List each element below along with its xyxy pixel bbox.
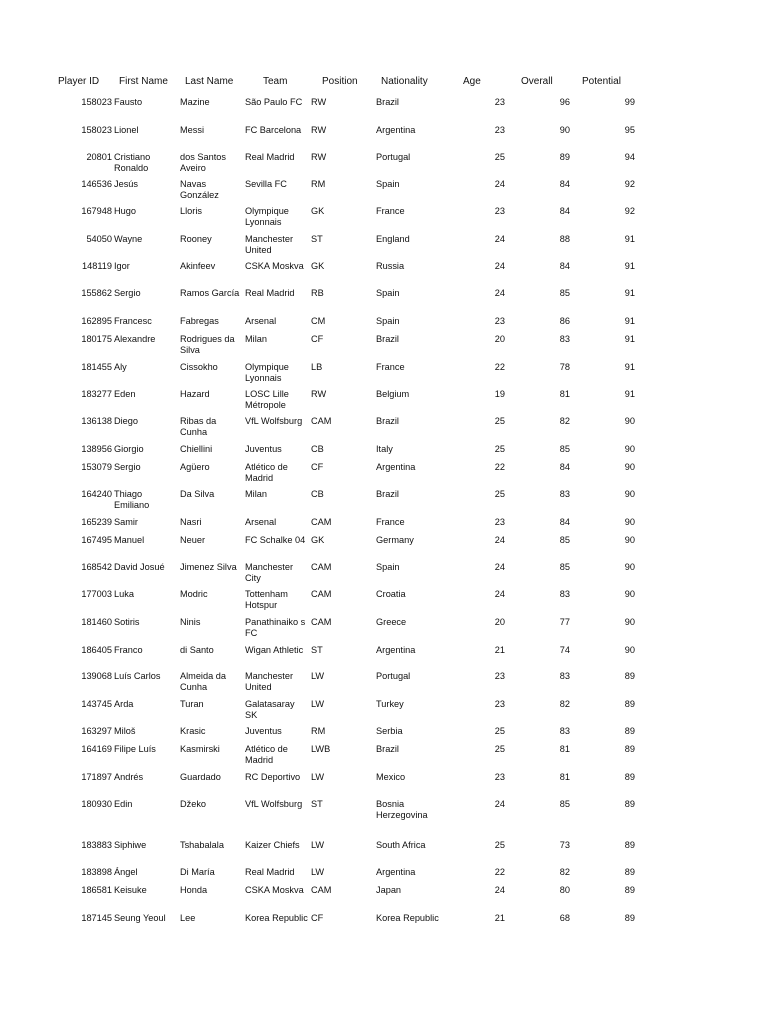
cell-nationality: Argentina	[376, 125, 416, 135]
cell-potential: 90	[624, 416, 635, 426]
cell-position: LW	[311, 867, 325, 877]
cell-potential: 91	[624, 362, 635, 372]
cell-overall: 83	[559, 334, 570, 344]
cell-first-name: Fausto	[114, 97, 143, 107]
cell-last-name: Almeida da Cunha	[180, 671, 226, 692]
cell-nationality: Spain	[376, 179, 400, 189]
cell-player-id: 183898	[81, 867, 112, 877]
cell-age: 19	[494, 389, 505, 399]
cell-position: CF	[311, 462, 324, 472]
cell-overall: 82	[559, 699, 570, 709]
cell-position: CB	[311, 489, 324, 499]
cell-last-name: Di María	[180, 867, 215, 877]
cell-team: Kaizer Chiefs	[245, 840, 300, 850]
cell-position: CF	[311, 913, 324, 923]
cell-nationality: Bosnia Herzegovina	[376, 799, 428, 820]
cell-nationality: Russia	[376, 261, 405, 271]
cell-overall: 84	[559, 179, 570, 189]
cell-overall: 83	[559, 726, 570, 736]
cell-age: 23	[494, 699, 505, 709]
cell-team: Sevilla FC	[245, 179, 287, 189]
cell-potential: 92	[624, 206, 635, 216]
cell-player-id: 148119	[82, 261, 112, 271]
cell-age: 23	[494, 97, 505, 107]
cell-nationality: Greece	[376, 617, 407, 627]
cell-position: LW	[311, 772, 325, 782]
cell-last-name: Kasmirski	[180, 744, 220, 754]
cell-team: Milan	[245, 489, 267, 499]
cell-first-name: Francesc	[114, 316, 152, 326]
cell-potential: 90	[624, 444, 635, 454]
cell-overall: 90	[559, 125, 570, 135]
cell-overall: 83	[559, 489, 570, 499]
cell-position: CAM	[311, 562, 332, 572]
cell-player-id: 180930	[81, 799, 112, 809]
cell-team: Real Madrid	[245, 288, 295, 298]
cell-team: Atlético de Madrid	[245, 462, 288, 483]
cell-potential: 92	[624, 179, 635, 189]
cell-age: 25	[494, 489, 505, 499]
cell-nationality: Belgium	[376, 389, 410, 399]
cell-potential: 90	[624, 535, 635, 545]
cell-last-name: Rodrigues da Silva	[180, 334, 235, 355]
cell-potential: 90	[624, 517, 635, 527]
cell-age: 24	[494, 288, 505, 298]
header-nationality: Nationality	[381, 76, 428, 87]
cell-last-name: Hazard	[180, 389, 210, 399]
cell-overall: 74	[559, 645, 570, 655]
cell-player-id: 183277	[81, 389, 112, 399]
cell-age: 21	[494, 645, 505, 655]
cell-last-name: Ribas da Cunha	[180, 416, 217, 437]
cell-position: RW	[311, 97, 327, 107]
header-potential: Potential	[582, 76, 621, 87]
cell-last-name: Mazine	[180, 97, 210, 107]
cell-team: Atlético de Madrid	[245, 744, 288, 765]
cell-team: VfL Wolfsburg	[245, 799, 303, 809]
cell-player-id: 168542	[81, 562, 112, 572]
cell-position: CB	[311, 444, 324, 454]
cell-potential: 91	[624, 334, 635, 344]
cell-player-id: 183883	[81, 840, 112, 850]
cell-team: VfL Wolfsburg	[245, 416, 303, 426]
cell-first-name: Franco	[114, 645, 143, 655]
cell-last-name: dos Santos Aveiro	[180, 152, 226, 173]
cell-potential: 91	[624, 389, 635, 399]
cell-nationality: Croatia	[376, 589, 406, 599]
cell-team: Arsenal	[245, 316, 277, 326]
cell-potential: 90	[624, 589, 635, 599]
cell-last-name: Turan	[180, 699, 204, 709]
cell-potential: 90	[624, 645, 635, 655]
header-position: Position	[322, 76, 358, 87]
cell-player-id: 136138	[81, 416, 112, 426]
cell-player-id: 164240	[81, 489, 112, 499]
cell-player-id: 146536	[81, 179, 112, 189]
cell-age: 25	[494, 416, 505, 426]
cell-nationality: France	[376, 206, 405, 216]
cell-age: 25	[494, 744, 505, 754]
cell-potential: 89	[624, 772, 635, 782]
cell-player-id: 186405	[81, 645, 112, 655]
cell-potential: 89	[624, 671, 635, 681]
cell-age: 23	[494, 206, 505, 216]
cell-potential: 90	[624, 617, 635, 627]
cell-overall: 73	[559, 840, 570, 850]
cell-position: RM	[311, 726, 326, 736]
cell-position: CAM	[311, 885, 332, 895]
cell-age: 24	[494, 885, 505, 895]
cell-player-id: 187145	[81, 913, 112, 923]
cell-last-name: Nasri	[180, 517, 202, 527]
cell-age: 25	[494, 726, 505, 736]
cell-player-id: 54050	[86, 234, 112, 244]
cell-nationality: Argentina	[376, 867, 416, 877]
cell-position: RB	[311, 288, 324, 298]
cell-first-name: David Josué	[114, 562, 165, 572]
cell-player-id: 139068	[81, 671, 112, 681]
cell-overall: 81	[559, 744, 570, 754]
cell-nationality: Portugal	[376, 671, 411, 681]
cell-overall: 83	[559, 671, 570, 681]
cell-first-name: Sotiris	[114, 617, 140, 627]
cell-last-name: Tshabalala	[180, 840, 224, 850]
cell-team: Milan	[245, 334, 267, 344]
cell-potential: 91	[624, 288, 635, 298]
cell-position: LB	[311, 362, 323, 372]
cell-team: Tottenham Hotspur	[245, 589, 288, 610]
cell-team: LOSC Lille Métropole	[245, 389, 289, 410]
cell-nationality: Brazil	[376, 97, 399, 107]
cell-potential: 99	[624, 97, 635, 107]
cell-potential: 91	[624, 316, 635, 326]
cell-age: 23	[494, 671, 505, 681]
cell-first-name: Siphiwe	[114, 840, 147, 850]
cell-player-id: 138956	[81, 444, 112, 454]
cell-nationality: France	[376, 362, 405, 372]
cell-nationality: Argentina	[376, 645, 416, 655]
cell-position: RW	[311, 125, 327, 135]
cell-last-name: Lloris	[180, 206, 202, 216]
cell-nationality: France	[376, 517, 405, 527]
cell-player-id: 177003	[81, 589, 112, 599]
cell-player-id: 162895	[81, 316, 112, 326]
cell-last-name: Navas González	[180, 179, 219, 200]
cell-player-id: 181460	[81, 617, 112, 627]
cell-first-name: Lionel	[114, 125, 139, 135]
cell-team: FC Barcelona	[245, 125, 302, 135]
cell-position: LW	[311, 840, 325, 850]
header-overall: Overall	[521, 76, 553, 87]
cell-overall: 88	[559, 234, 570, 244]
cell-age: 23	[494, 316, 505, 326]
cell-age: 25	[494, 444, 505, 454]
cell-age: 24	[494, 589, 505, 599]
cell-last-name: Messi	[180, 125, 204, 135]
cell-last-name: Cissokho	[180, 362, 218, 372]
cell-age: 20	[494, 334, 505, 344]
cell-position: RW	[311, 152, 327, 162]
cell-player-id: 155862	[81, 288, 112, 298]
cell-nationality: Brazil	[376, 334, 399, 344]
cell-team: Real Madrid	[245, 867, 295, 877]
header-first-name: First Name	[119, 76, 168, 87]
cell-first-name: Cristiano Ronaldo	[114, 152, 151, 173]
cell-potential: 89	[624, 840, 635, 850]
cell-team: Olympique Lyonnais	[245, 362, 289, 383]
cell-first-name: Filipe Luís	[114, 744, 156, 754]
cell-position: CAM	[311, 416, 332, 426]
cell-overall: 83	[559, 589, 570, 599]
cell-overall: 84	[559, 517, 570, 527]
cell-potential: 94	[624, 152, 635, 162]
cell-position: CAM	[311, 517, 332, 527]
cell-player-id: 181455	[81, 362, 112, 372]
cell-first-name: Hugo	[114, 206, 136, 216]
cell-age: 22	[494, 462, 505, 472]
cell-position: RM	[311, 179, 326, 189]
cell-first-name: Luka	[114, 589, 134, 599]
cell-potential: 95	[624, 125, 635, 135]
cell-last-name: Džeko	[180, 799, 207, 809]
cell-position: CF	[311, 334, 324, 344]
cell-overall: 84	[559, 261, 570, 271]
cell-age: 22	[494, 867, 505, 877]
cell-last-name: Akinfeev	[180, 261, 216, 271]
cell-nationality: Brazil	[376, 489, 399, 499]
cell-nationality: Spain	[376, 288, 400, 298]
cell-nationality: Germany	[376, 535, 414, 545]
cell-first-name: Edin	[114, 799, 133, 809]
cell-last-name: Da Silva	[180, 489, 215, 499]
cell-last-name: Ninis	[180, 617, 201, 627]
cell-player-id: 171897	[81, 772, 112, 782]
cell-position: ST	[311, 799, 323, 809]
cell-overall: 77	[559, 617, 570, 627]
cell-team: Manchester United	[245, 671, 294, 692]
cell-position: GK	[311, 261, 325, 271]
cell-position: LW	[311, 671, 325, 681]
cell-team: FC Schalke 04	[245, 535, 306, 545]
cell-age: 23	[494, 125, 505, 135]
cell-last-name: Krasic	[180, 726, 206, 736]
cell-overall: 85	[559, 799, 570, 809]
cell-potential: 90	[624, 489, 635, 499]
header-age: Age	[463, 76, 481, 87]
cell-overall: 85	[559, 444, 570, 454]
cell-first-name: Eden	[114, 389, 136, 399]
cell-last-name: Neuer	[180, 535, 206, 545]
cell-age: 24	[494, 799, 505, 809]
cell-age: 21	[494, 913, 505, 923]
cell-first-name: Manuel	[114, 535, 145, 545]
cell-player-id: 153079	[81, 462, 112, 472]
cell-overall: 85	[559, 562, 570, 572]
cell-player-id: 180175	[81, 334, 112, 344]
cell-potential: 89	[624, 885, 635, 895]
cell-nationality: Brazil	[376, 416, 399, 426]
cell-overall: 82	[559, 416, 570, 426]
cell-overall: 96	[559, 97, 570, 107]
cell-last-name: Rooney	[180, 234, 212, 244]
cell-nationality: Korea Republic	[376, 913, 439, 923]
cell-first-name: Seung Yeoul	[114, 913, 166, 923]
cell-last-name: Lee	[180, 913, 196, 923]
cell-nationality: Turkey	[376, 699, 404, 709]
cell-team: Wigan Athletic	[245, 645, 304, 655]
cell-last-name: Fabregas	[180, 316, 219, 326]
cell-overall: 68	[559, 913, 570, 923]
cell-age: 20	[494, 617, 505, 627]
cell-nationality: Portugal	[376, 152, 411, 162]
cell-first-name: Wayne	[114, 234, 143, 244]
cell-potential: 91	[624, 261, 635, 271]
cell-overall: 84	[559, 462, 570, 472]
cell-age: 25	[494, 840, 505, 850]
cell-team: Juventus	[245, 444, 282, 454]
cell-position: GK	[311, 535, 325, 545]
cell-potential: 89	[624, 867, 635, 877]
cell-first-name: Aly	[114, 362, 127, 372]
cell-first-name: Samir	[114, 517, 138, 527]
cell-nationality: Argentina	[376, 462, 416, 472]
cell-team: Olympique Lyonnais	[245, 206, 289, 227]
header-team: Team	[263, 76, 288, 87]
cell-position: ST	[311, 234, 323, 244]
cell-position: GK	[311, 206, 325, 216]
cell-team: Real Madrid	[245, 152, 295, 162]
cell-player-id: 158023	[81, 125, 112, 135]
cell-team: Arsenal	[245, 517, 277, 527]
cell-first-name: Diego	[114, 416, 139, 426]
cell-team: Manchester United	[245, 234, 294, 255]
cell-age: 24	[494, 562, 505, 572]
cell-player-id: 163297	[81, 726, 112, 736]
cell-player-id: 167495	[81, 535, 112, 545]
cell-first-name: Luís Carlos	[114, 671, 161, 681]
cell-team: Korea Republic	[245, 913, 308, 923]
cell-overall: 81	[559, 389, 570, 399]
cell-overall: 85	[559, 535, 570, 545]
cell-last-name: di Santo	[180, 645, 214, 655]
cell-age: 25	[494, 152, 505, 162]
cell-position: CM	[311, 316, 326, 326]
cell-age: 24	[494, 179, 505, 189]
cell-overall: 85	[559, 288, 570, 298]
cell-team: Manchester City	[245, 562, 294, 583]
cell-nationality: South Africa	[376, 840, 426, 850]
cell-player-id: 167948	[81, 206, 112, 216]
cell-nationality: Spain	[376, 562, 400, 572]
cell-overall: 84	[559, 206, 570, 216]
cell-last-name: Modric	[180, 589, 208, 599]
cell-nationality: Brazil	[376, 744, 399, 754]
cell-position: CAM	[311, 589, 332, 599]
cell-position: LW	[311, 699, 325, 709]
cell-potential: 90	[624, 562, 635, 572]
cell-overall: 80	[559, 885, 570, 895]
cell-first-name: Sergio	[114, 288, 141, 298]
cell-first-name: Ángel	[114, 867, 138, 877]
cell-potential: 89	[624, 744, 635, 754]
cell-team: RC Deportivo	[245, 772, 301, 782]
cell-player-id: 165239	[81, 517, 112, 527]
cell-team: São Paulo FC	[245, 97, 303, 107]
cell-potential: 89	[624, 726, 635, 736]
cell-first-name: Giorgio	[114, 444, 144, 454]
cell-nationality: England	[376, 234, 410, 244]
cell-first-name: Alexandre	[114, 334, 156, 344]
cell-nationality: Serbia	[376, 726, 403, 736]
cell-potential: 89	[624, 913, 635, 923]
cell-first-name: Jesús	[114, 179, 139, 189]
cell-nationality: Japan	[376, 885, 402, 895]
cell-age: 24	[494, 234, 505, 244]
cell-first-name: Andrés	[114, 772, 144, 782]
cell-position: LWB	[311, 744, 331, 754]
cell-team: CSKA Moskva	[245, 885, 304, 895]
cell-age: 23	[494, 517, 505, 527]
cell-overall: 86	[559, 316, 570, 326]
cell-age: 22	[494, 362, 505, 372]
cell-overall: 78	[559, 362, 570, 372]
cell-player-id: 20801	[86, 152, 112, 162]
cell-first-name: Miloš	[114, 726, 136, 736]
cell-last-name: Honda	[180, 885, 208, 895]
cell-first-name: Sergio	[114, 462, 141, 472]
cell-last-name: Chiellini	[180, 444, 213, 454]
cell-last-name: Jimenez Silva	[180, 562, 237, 572]
cell-age: 24	[494, 535, 505, 545]
cell-last-name: Guardado	[180, 772, 221, 782]
cell-nationality: Spain	[376, 316, 400, 326]
cell-nationality: Italy	[376, 444, 393, 454]
cell-team: CSKA Moskva	[245, 261, 304, 271]
cell-potential: 90	[624, 462, 635, 472]
cell-overall: 89	[559, 152, 570, 162]
cell-team: Panathinaiko s FC	[245, 617, 306, 638]
cell-position: CAM	[311, 617, 332, 627]
header-player-id: Player ID	[58, 76, 100, 87]
cell-team: Galatasaray SK	[245, 699, 295, 720]
cell-overall: 81	[559, 772, 570, 782]
cell-player-id: 186581	[81, 885, 112, 895]
cell-potential: 89	[624, 799, 635, 809]
cell-first-name: Thiago Emiliano	[114, 489, 150, 510]
cell-age: 23	[494, 772, 505, 782]
cell-age: 24	[494, 261, 505, 271]
cell-team: Juventus	[245, 726, 282, 736]
cell-position: ST	[311, 645, 323, 655]
cell-potential: 89	[624, 699, 635, 709]
cell-nationality: Mexico	[376, 772, 406, 782]
cell-player-id: 158023	[81, 97, 112, 107]
cell-last-name: Ramos García	[180, 288, 240, 298]
cell-first-name: Arda	[114, 699, 134, 709]
cell-potential: 91	[624, 234, 635, 244]
cell-last-name: Agüero	[180, 462, 210, 472]
cell-position: RW	[311, 389, 327, 399]
cell-player-id: 143745	[81, 699, 112, 709]
header-last-name: Last Name	[185, 76, 234, 87]
cell-first-name: Igor	[114, 261, 130, 271]
cell-player-id: 164169	[81, 744, 112, 754]
cell-overall: 82	[559, 867, 570, 877]
cell-first-name: Keisuke	[114, 885, 147, 895]
